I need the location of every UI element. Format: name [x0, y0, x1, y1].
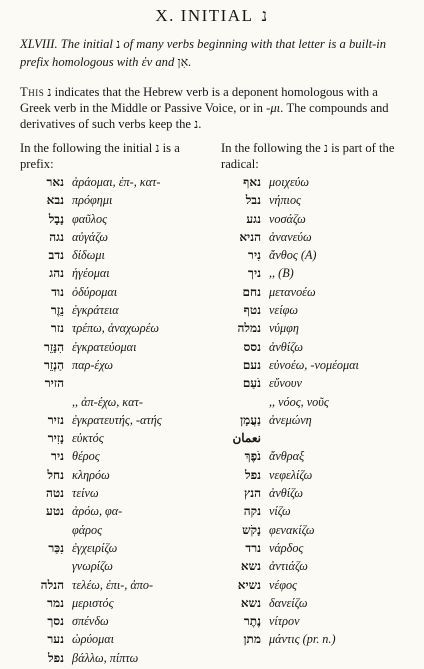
greek-word: τελέω, ἐπι-, ἀπο-	[72, 577, 154, 592]
greek-word: ἄνθραξ	[269, 449, 305, 464]
hebrew-word: נטע	[46, 504, 64, 519]
greek-word: ,, (B)	[269, 266, 294, 281]
prefix-column-heading	[20, 140, 210, 173]
radical-head-1: In the following the	[221, 141, 321, 155]
hebrew-word: נַעֲמָן	[240, 412, 261, 427]
word-entry	[221, 632, 411, 650]
word-entry	[20, 523, 210, 541]
word-entry	[20, 358, 210, 376]
hebrew-word: נָקֹש	[242, 522, 261, 537]
para-text-1: indicates that the Hebrew verb is a deponent homologous with a Greek verb in the Middle or Passive Voice, or in	[20, 85, 378, 116]
rule-statement	[20, 36, 410, 71]
greek-word: εὔνουν	[269, 376, 302, 391]
hebrew-word: נער	[47, 632, 64, 647]
prefix-head-2: is a prefix:	[20, 141, 180, 171]
word-entry	[221, 266, 411, 284]
greek-word: κληρόω	[72, 467, 110, 482]
word-entry	[221, 376, 411, 394]
word-entry	[20, 504, 210, 522]
hebrew-word: הנץ	[243, 486, 261, 501]
rule-hebrew: אִן	[177, 54, 189, 69]
greek-word: ἐγκρατευτής, -ατής	[72, 412, 162, 427]
greek-word: νέφος	[269, 577, 297, 592]
greek-word: εὐκτός	[72, 431, 104, 446]
word-entry	[221, 541, 411, 559]
word-entry	[221, 230, 411, 248]
word-entry	[221, 578, 411, 596]
greek-word: ἀνανεύω	[269, 229, 312, 244]
hebrew-word: ניר	[51, 449, 64, 464]
hebrew-word: ניך	[248, 266, 261, 281]
word-entry	[221, 523, 411, 541]
hebrew-word: נמר	[47, 595, 64, 610]
word-entry	[20, 303, 210, 321]
greek-word: μάντις (pr. n.)	[269, 632, 336, 647]
hebrew-word: נפל	[47, 650, 64, 665]
word-entry	[20, 230, 210, 248]
word-entry	[20, 578, 210, 596]
para-lead: This	[20, 85, 45, 99]
hebrew-word: נֶתֶר	[243, 614, 261, 629]
word-entry	[221, 614, 411, 632]
hebrew-word: הנלה	[40, 577, 64, 592]
greek-word: ἀνθίζω	[269, 339, 304, 354]
hebrew-word: נגה	[49, 229, 64, 244]
greek-word: νοσάζω	[269, 211, 306, 226]
prefix-head-1: In the following the initial	[20, 141, 153, 155]
hebrew-word: הַנְזֵר	[43, 357, 64, 372]
word-entry	[20, 193, 210, 211]
hebrew-word: נשא	[240, 595, 261, 610]
word-entry	[20, 175, 210, 193]
greek-word: μοιχεύω	[269, 175, 309, 189]
radical-column	[221, 140, 411, 651]
greek-word: δανείζω	[269, 595, 308, 610]
greek-word: θέρος	[72, 449, 100, 464]
hebrew-word: נשא	[240, 559, 261, 574]
greek-word: νύμφη	[269, 321, 299, 336]
hebrew-word: נֹפֶךְ	[244, 449, 261, 464]
greek-word: νείφω	[269, 303, 298, 318]
hebrew-word: נמלה	[237, 321, 261, 336]
greek-word: ἀράομαι, ἐπ-, κατ-	[72, 175, 161, 189]
word-entry	[20, 596, 210, 614]
greek-word: ὀδύρομαι	[72, 284, 118, 299]
hebrew-word: נָבָל	[48, 211, 64, 226]
greek-word: ἐγκράτεια	[72, 303, 119, 318]
rule-end: .	[188, 54, 192, 69]
para-letter-2: נ	[194, 117, 199, 132]
greek-word: τρέπω, ἀναχωρέω	[72, 321, 159, 336]
word-entry	[221, 504, 411, 522]
hebrew-word: נהג	[49, 266, 64, 281]
hebrew-word: נִכַּר	[48, 540, 64, 555]
greek-word: ἄνθος (A)	[269, 248, 317, 263]
hebrew-word: נֹעַם	[242, 376, 261, 391]
word-entry	[20, 632, 210, 650]
word-entry	[20, 468, 210, 486]
word-entry	[20, 285, 210, 303]
greek-word: σπένδω	[72, 614, 109, 629]
word-entry	[221, 413, 411, 431]
greek-word: τείνω	[72, 486, 99, 501]
radical-head-2: is part of the radical:	[221, 141, 395, 171]
greek-word: φάρος	[72, 522, 103, 537]
greek-word: αὐγάζω	[72, 229, 109, 244]
word-entry	[20, 376, 210, 394]
greek-word: ἀρόω, φα-	[72, 504, 123, 519]
word-entry	[221, 193, 411, 211]
greek-word: ἐγχειρίζω	[72, 540, 118, 555]
greek-word: μετανοέω	[269, 284, 316, 299]
chapter-heading	[0, 6, 424, 26]
word-entry	[221, 303, 411, 321]
explanation-paragraph	[20, 84, 410, 133]
para-text-2: . The compounds and derivatives of such verbs keep the	[20, 101, 389, 132]
word-entry	[20, 449, 210, 467]
hebrew-word: נאף	[243, 175, 261, 189]
para-end: .	[198, 117, 202, 132]
greek-word: εὐνοέω, -νομέομαι	[269, 357, 359, 372]
greek-word: ὠρύομαι	[72, 632, 115, 647]
radical-column-heading	[221, 140, 411, 173]
greek-word: ἀνεμώνη	[269, 412, 312, 427]
word-entry	[221, 321, 411, 339]
greek-word: ἀντιάζω	[269, 559, 308, 574]
word-entry	[20, 559, 210, 577]
hebrew-word: נגע	[246, 211, 261, 226]
rule-text-1: XLVIII. The initial	[20, 37, 113, 51]
word-entry	[20, 486, 210, 504]
rule-text-3: and	[155, 54, 175, 69]
greek-word: φενακίζω	[269, 522, 315, 537]
hebrew-word: נבל	[245, 193, 261, 208]
para-letter: נ	[47, 85, 52, 99]
word-entry	[221, 596, 411, 614]
prefix-column	[20, 140, 210, 669]
greek-word: φαῦλος	[72, 211, 108, 226]
word-entry	[20, 248, 210, 266]
hebrew-word: הזיר	[44, 376, 64, 391]
greek-word: ,, ἀπ-έχω, κατ-	[72, 394, 143, 409]
word-entry	[20, 266, 210, 284]
word-entry	[221, 449, 411, 467]
rule-text-2: of many verbs beginning with that letter is a built-in prefix homologous with	[20, 37, 387, 69]
hebrew-word: نعمان	[232, 431, 261, 446]
hebrew-word: נזיר	[47, 412, 64, 427]
para-mi: -μι	[266, 101, 281, 116]
hebrew-word: נעם	[242, 357, 261, 372]
hebrew-word: נסך	[47, 614, 64, 629]
hebrew-word: נטה	[45, 486, 64, 501]
prefix-head-letter: נ	[155, 141, 160, 155]
greek-word: νίζω	[269, 504, 291, 519]
hebrew-word: נקה	[243, 504, 261, 519]
radical-word-list	[221, 175, 411, 651]
greek-word: νάρδος	[269, 540, 304, 555]
word-entry	[221, 431, 411, 449]
greek-word: βάλλω, πίπτω	[72, 650, 139, 665]
word-entry	[20, 340, 210, 358]
word-entry	[221, 340, 411, 358]
word-entry	[20, 614, 210, 632]
greek-word: πρόφημι	[72, 193, 113, 208]
chapter-letter: נ	[261, 6, 269, 25]
greek-word: ,, νόος, νοῦς	[269, 394, 329, 409]
word-entry	[221, 358, 411, 376]
hebrew-word: נבא	[46, 193, 64, 208]
greek-word: δίδωμι	[72, 248, 105, 263]
hebrew-word: הִנָּזֵר	[43, 339, 64, 354]
hebrew-word: נוד	[51, 284, 64, 299]
hebrew-word: נחם	[242, 284, 261, 299]
greek-word: γνωρίζω	[72, 559, 113, 574]
hebrew-word: נֵזֶר	[50, 303, 64, 318]
hebrew-word: הניא	[239, 229, 261, 244]
greek-word: νεφελίζω	[269, 467, 313, 482]
hebrew-word: נזר	[50, 321, 64, 336]
hebrew-word: נרד	[245, 540, 261, 555]
word-entry	[221, 486, 411, 504]
prefix-word-list	[20, 175, 210, 669]
word-entry	[221, 248, 411, 266]
radical-head-letter: נ	[323, 141, 328, 155]
hebrew-word: מתן	[243, 632, 261, 647]
word-entry	[221, 468, 411, 486]
rule-greek: ἐν	[141, 54, 153, 69]
word-entry	[20, 212, 210, 230]
word-entry	[20, 413, 210, 431]
hebrew-word: נָזִיר	[47, 431, 64, 446]
chapter-title: X. INITIAL	[155, 6, 253, 25]
hebrew-word: נדב	[48, 248, 64, 263]
word-entry	[20, 395, 210, 413]
rule-letter: נ	[116, 37, 121, 51]
word-entry	[20, 541, 210, 559]
hebrew-word: נפל	[244, 467, 261, 482]
hebrew-word: נסס	[243, 339, 261, 354]
word-entry	[20, 651, 210, 669]
greek-word: ἡγέομαι	[72, 266, 110, 281]
hebrew-word: נִיר	[248, 248, 261, 263]
word-entry	[221, 175, 411, 193]
greek-word: ἀνθίζω	[269, 486, 304, 501]
greek-word: ἐγκρατεύομαι	[72, 339, 137, 354]
hebrew-word: נחל	[47, 467, 64, 482]
hebrew-word: נאר	[46, 175, 64, 189]
greek-word: νίτρον	[269, 614, 300, 629]
word-entry	[221, 559, 411, 577]
word-entry	[20, 321, 210, 339]
greek-word: μεριστός	[72, 595, 114, 610]
greek-word: νήπιος	[269, 193, 301, 208]
hebrew-word: נשיא	[237, 577, 261, 592]
word-entry	[221, 395, 411, 413]
hebrew-word: נטף	[243, 303, 261, 318]
word-entry	[20, 431, 210, 449]
word-entry	[221, 212, 411, 230]
greek-word: παρ-έχω	[72, 357, 113, 372]
word-entry	[221, 285, 411, 303]
